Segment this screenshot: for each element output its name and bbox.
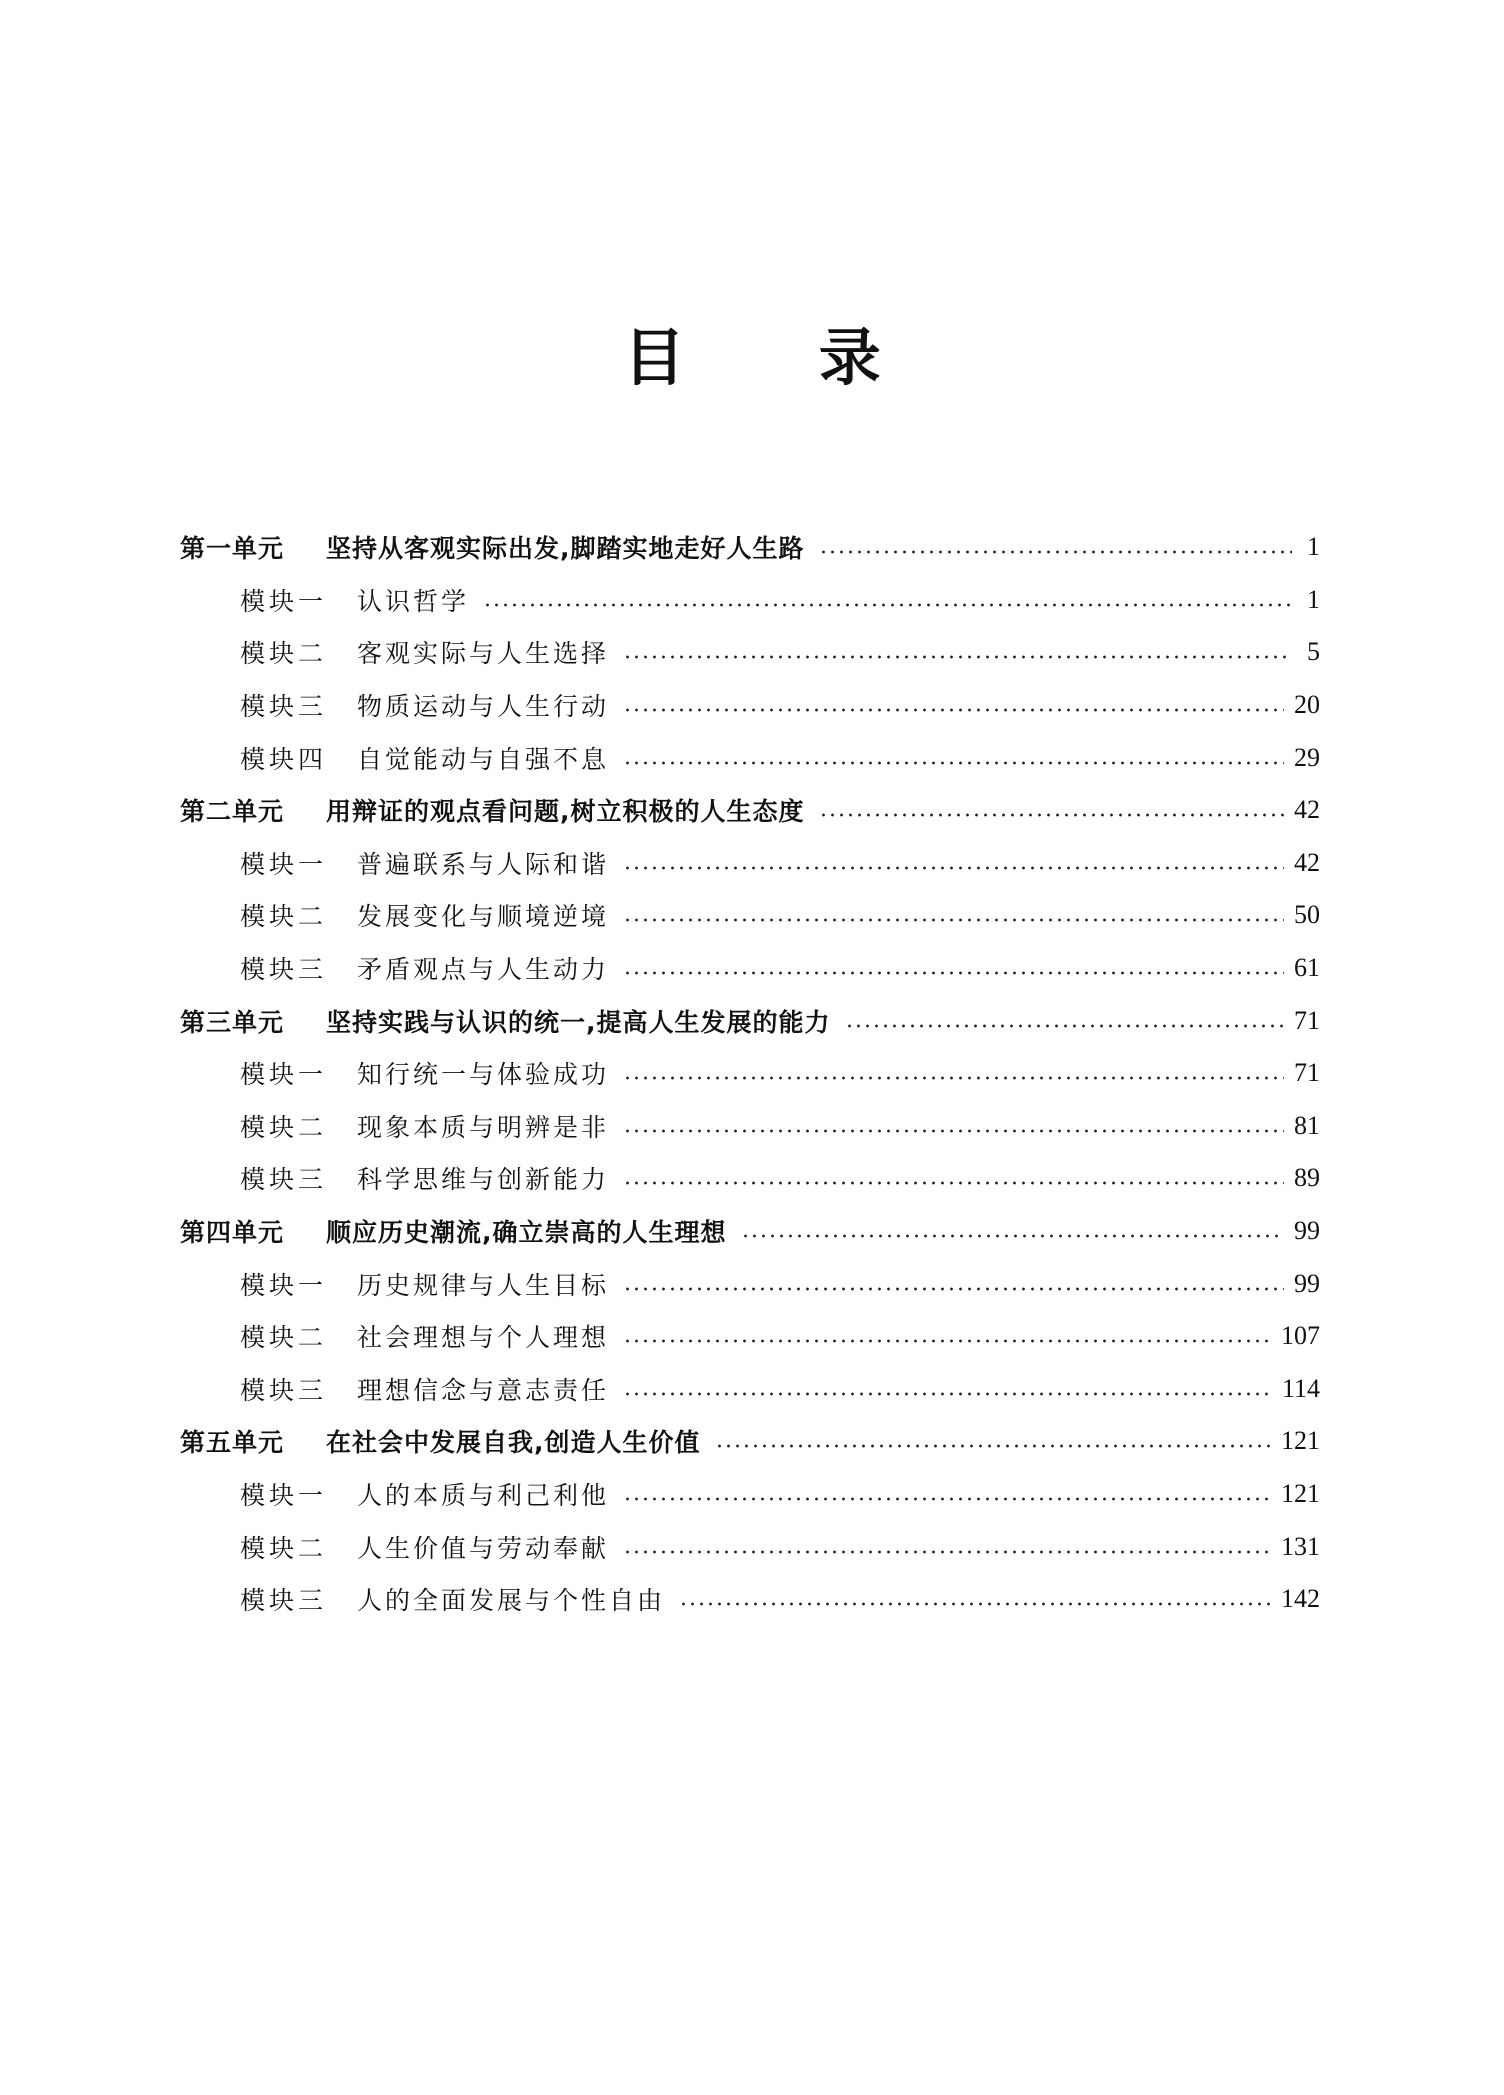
toc-entry-number: 模块二 — [240, 1323, 328, 1353]
toc-entry-page: 99 — [1294, 1216, 1320, 1246]
toc-entry-title: 人生价值与劳动奉献 — [357, 1533, 610, 1563]
toc-entry-title: 知行统一与体验成功 — [357, 1060, 610, 1090]
toc-entry-title: 历史规律与人生目标 — [357, 1270, 610, 1300]
toc-entry-module[interactable] — [180, 1363, 1320, 1416]
toc-entry-page: 1 — [1307, 584, 1320, 614]
dot-leader — [623, 655, 1292, 659]
toc-entry-page: 1 — [1307, 532, 1320, 562]
toc-entry-page: 107 — [1281, 1321, 1320, 1351]
toc-entry-number: 第二单元 — [180, 797, 285, 827]
toc-entry-title: 科学思维与创新能力 — [357, 1165, 610, 1195]
dot-leader — [483, 603, 1292, 607]
dot-leader — [623, 866, 1284, 870]
toc-entry-page: 114 — [1281, 1373, 1320, 1403]
toc-entry-page: 71 — [1294, 1005, 1320, 1035]
toc-entry-number: 模块一 — [240, 1270, 328, 1300]
toc-entry-unit[interactable] — [180, 784, 1320, 837]
toc-entry-module[interactable] — [180, 731, 1320, 784]
toc-entry-module[interactable] — [180, 1257, 1320, 1310]
toc-entry-number: 第三单元 — [180, 1007, 285, 1037]
toc-entry-number: 模块二 — [240, 639, 328, 669]
toc-entry-number: 模块一 — [240, 1480, 328, 1510]
toc-entry-title: 客观实际与人生选择 — [357, 639, 610, 669]
toc-entry-module[interactable] — [180, 679, 1320, 732]
table-of-contents — [180, 521, 1320, 1625]
toc-entry-page: 131 — [1281, 1531, 1320, 1561]
toc-entry-page: 89 — [1294, 1163, 1320, 1193]
toc-entry-module[interactable] — [180, 837, 1320, 890]
toc-entry-title: 普遍联系与人际和谐 — [357, 849, 610, 879]
dot-leader — [741, 1234, 1285, 1238]
toc-entry-title: 理想信念与意志责任 — [357, 1375, 610, 1405]
page-title: 目 录 — [623, 321, 937, 394]
dot-leader — [623, 1497, 1271, 1501]
toc-entry-title: 社会理想与个人理想 — [357, 1323, 610, 1353]
toc-entry-title: 人的本质与利己利他 — [357, 1480, 610, 1510]
toc-entry-page: 50 — [1294, 900, 1320, 930]
toc-entry-title: 现象本质与明辨是非 — [357, 1112, 610, 1142]
toc-entry-module[interactable] — [180, 574, 1320, 627]
toc-entry-number: 模块四 — [240, 744, 328, 774]
toc-entry-page: 81 — [1294, 1110, 1320, 1140]
dot-leader — [623, 971, 1284, 975]
toc-entry-title: 发展变化与顺境逆境 — [357, 902, 610, 932]
toc-entry-module[interactable] — [180, 1100, 1320, 1153]
toc-entry-number: 模块三 — [240, 955, 328, 985]
toc-entry-unit[interactable] — [180, 1415, 1320, 1468]
toc-entry-page: 121 — [1281, 1426, 1320, 1456]
toc-entry-title: 用辩证的观点看问题,树立积极的人生态度 — [326, 797, 805, 827]
toc-entry-page: 29 — [1294, 742, 1320, 772]
toc-entry-number: 模块三 — [240, 692, 328, 722]
dot-leader — [623, 1550, 1271, 1554]
toc-entry-page: 20 — [1294, 690, 1320, 720]
dot-leader — [623, 1129, 1284, 1133]
dot-leader — [623, 708, 1284, 712]
toc-entry-module[interactable] — [180, 942, 1320, 995]
dot-leader — [679, 1602, 1271, 1606]
toc-entry-module[interactable] — [180, 1047, 1320, 1100]
dot-leader — [623, 1392, 1272, 1396]
toc-entry-module[interactable] — [180, 1520, 1320, 1573]
toc-entry-title: 坚持实践与认识的统一,提高人生发展的能力 — [326, 1007, 831, 1037]
toc-entry-title: 顺应历史潮流,确立崇高的人生理想 — [326, 1218, 727, 1248]
toc-entry-page: 5 — [1307, 637, 1320, 667]
dot-leader — [623, 1339, 1271, 1343]
toc-entry-module[interactable] — [180, 1468, 1320, 1521]
toc-entry-number: 模块三 — [240, 1165, 328, 1195]
toc-entry-title: 矛盾观点与人生动力 — [357, 955, 610, 985]
dot-leader — [845, 1024, 1285, 1028]
toc-entry-page: 142 — [1281, 1584, 1320, 1614]
toc-entry-module[interactable] — [180, 889, 1320, 942]
dot-leader — [819, 813, 1285, 817]
toc-entry-title: 认识哲学 — [357, 586, 470, 616]
toc-entry-number: 模块一 — [240, 849, 328, 879]
toc-entry-page: 99 — [1294, 1268, 1320, 1298]
dot-leader — [623, 761, 1284, 765]
toc-entry-module[interactable] — [180, 1310, 1320, 1363]
dot-leader — [715, 1444, 1272, 1448]
toc-entry-unit[interactable] — [180, 1205, 1320, 1258]
toc-entry-title: 物质运动与人生行动 — [357, 692, 610, 722]
toc-entry-page: 61 — [1294, 953, 1320, 983]
toc-entry-title: 人的全面发展与个性自由 — [357, 1586, 666, 1616]
dot-leader — [623, 1076, 1284, 1080]
toc-entry-title: 坚持从客观实际出发,脚踏实地走好人生路 — [326, 534, 805, 564]
toc-entry-number: 模块三 — [240, 1375, 328, 1405]
dot-leader — [623, 1287, 1284, 1291]
toc-entry-number: 模块二 — [240, 902, 328, 932]
toc-entry-module[interactable] — [180, 1152, 1320, 1205]
toc-entry-number: 模块三 — [240, 1586, 328, 1616]
toc-entry-number: 模块一 — [240, 586, 328, 616]
toc-entry-number: 模块一 — [240, 1060, 328, 1090]
toc-entry-number: 第五单元 — [180, 1428, 285, 1458]
toc-entry-page: 42 — [1294, 847, 1320, 877]
toc-entry-title: 自觉能动与自强不息 — [357, 744, 610, 774]
toc-entry-page: 71 — [1294, 1058, 1320, 1088]
toc-entry-page: 121 — [1281, 1478, 1320, 1508]
toc-entry-module[interactable] — [180, 1573, 1320, 1626]
toc-entry-title: 在社会中发展自我,创造人生价值 — [326, 1428, 701, 1458]
dot-leader — [819, 550, 1293, 554]
toc-entry-number: 第四单元 — [180, 1218, 285, 1248]
toc-entry-unit[interactable] — [180, 994, 1320, 1047]
toc-entry-number: 模块二 — [240, 1112, 328, 1142]
toc-entry-module[interactable] — [180, 626, 1320, 679]
toc-entry-page: 42 — [1294, 795, 1320, 825]
dot-leader — [623, 918, 1284, 922]
toc-entry-number: 模块二 — [240, 1533, 328, 1563]
toc-entry-number: 第一单元 — [180, 534, 285, 564]
toc-entry-unit[interactable] — [180, 521, 1320, 574]
dot-leader — [623, 1181, 1284, 1185]
